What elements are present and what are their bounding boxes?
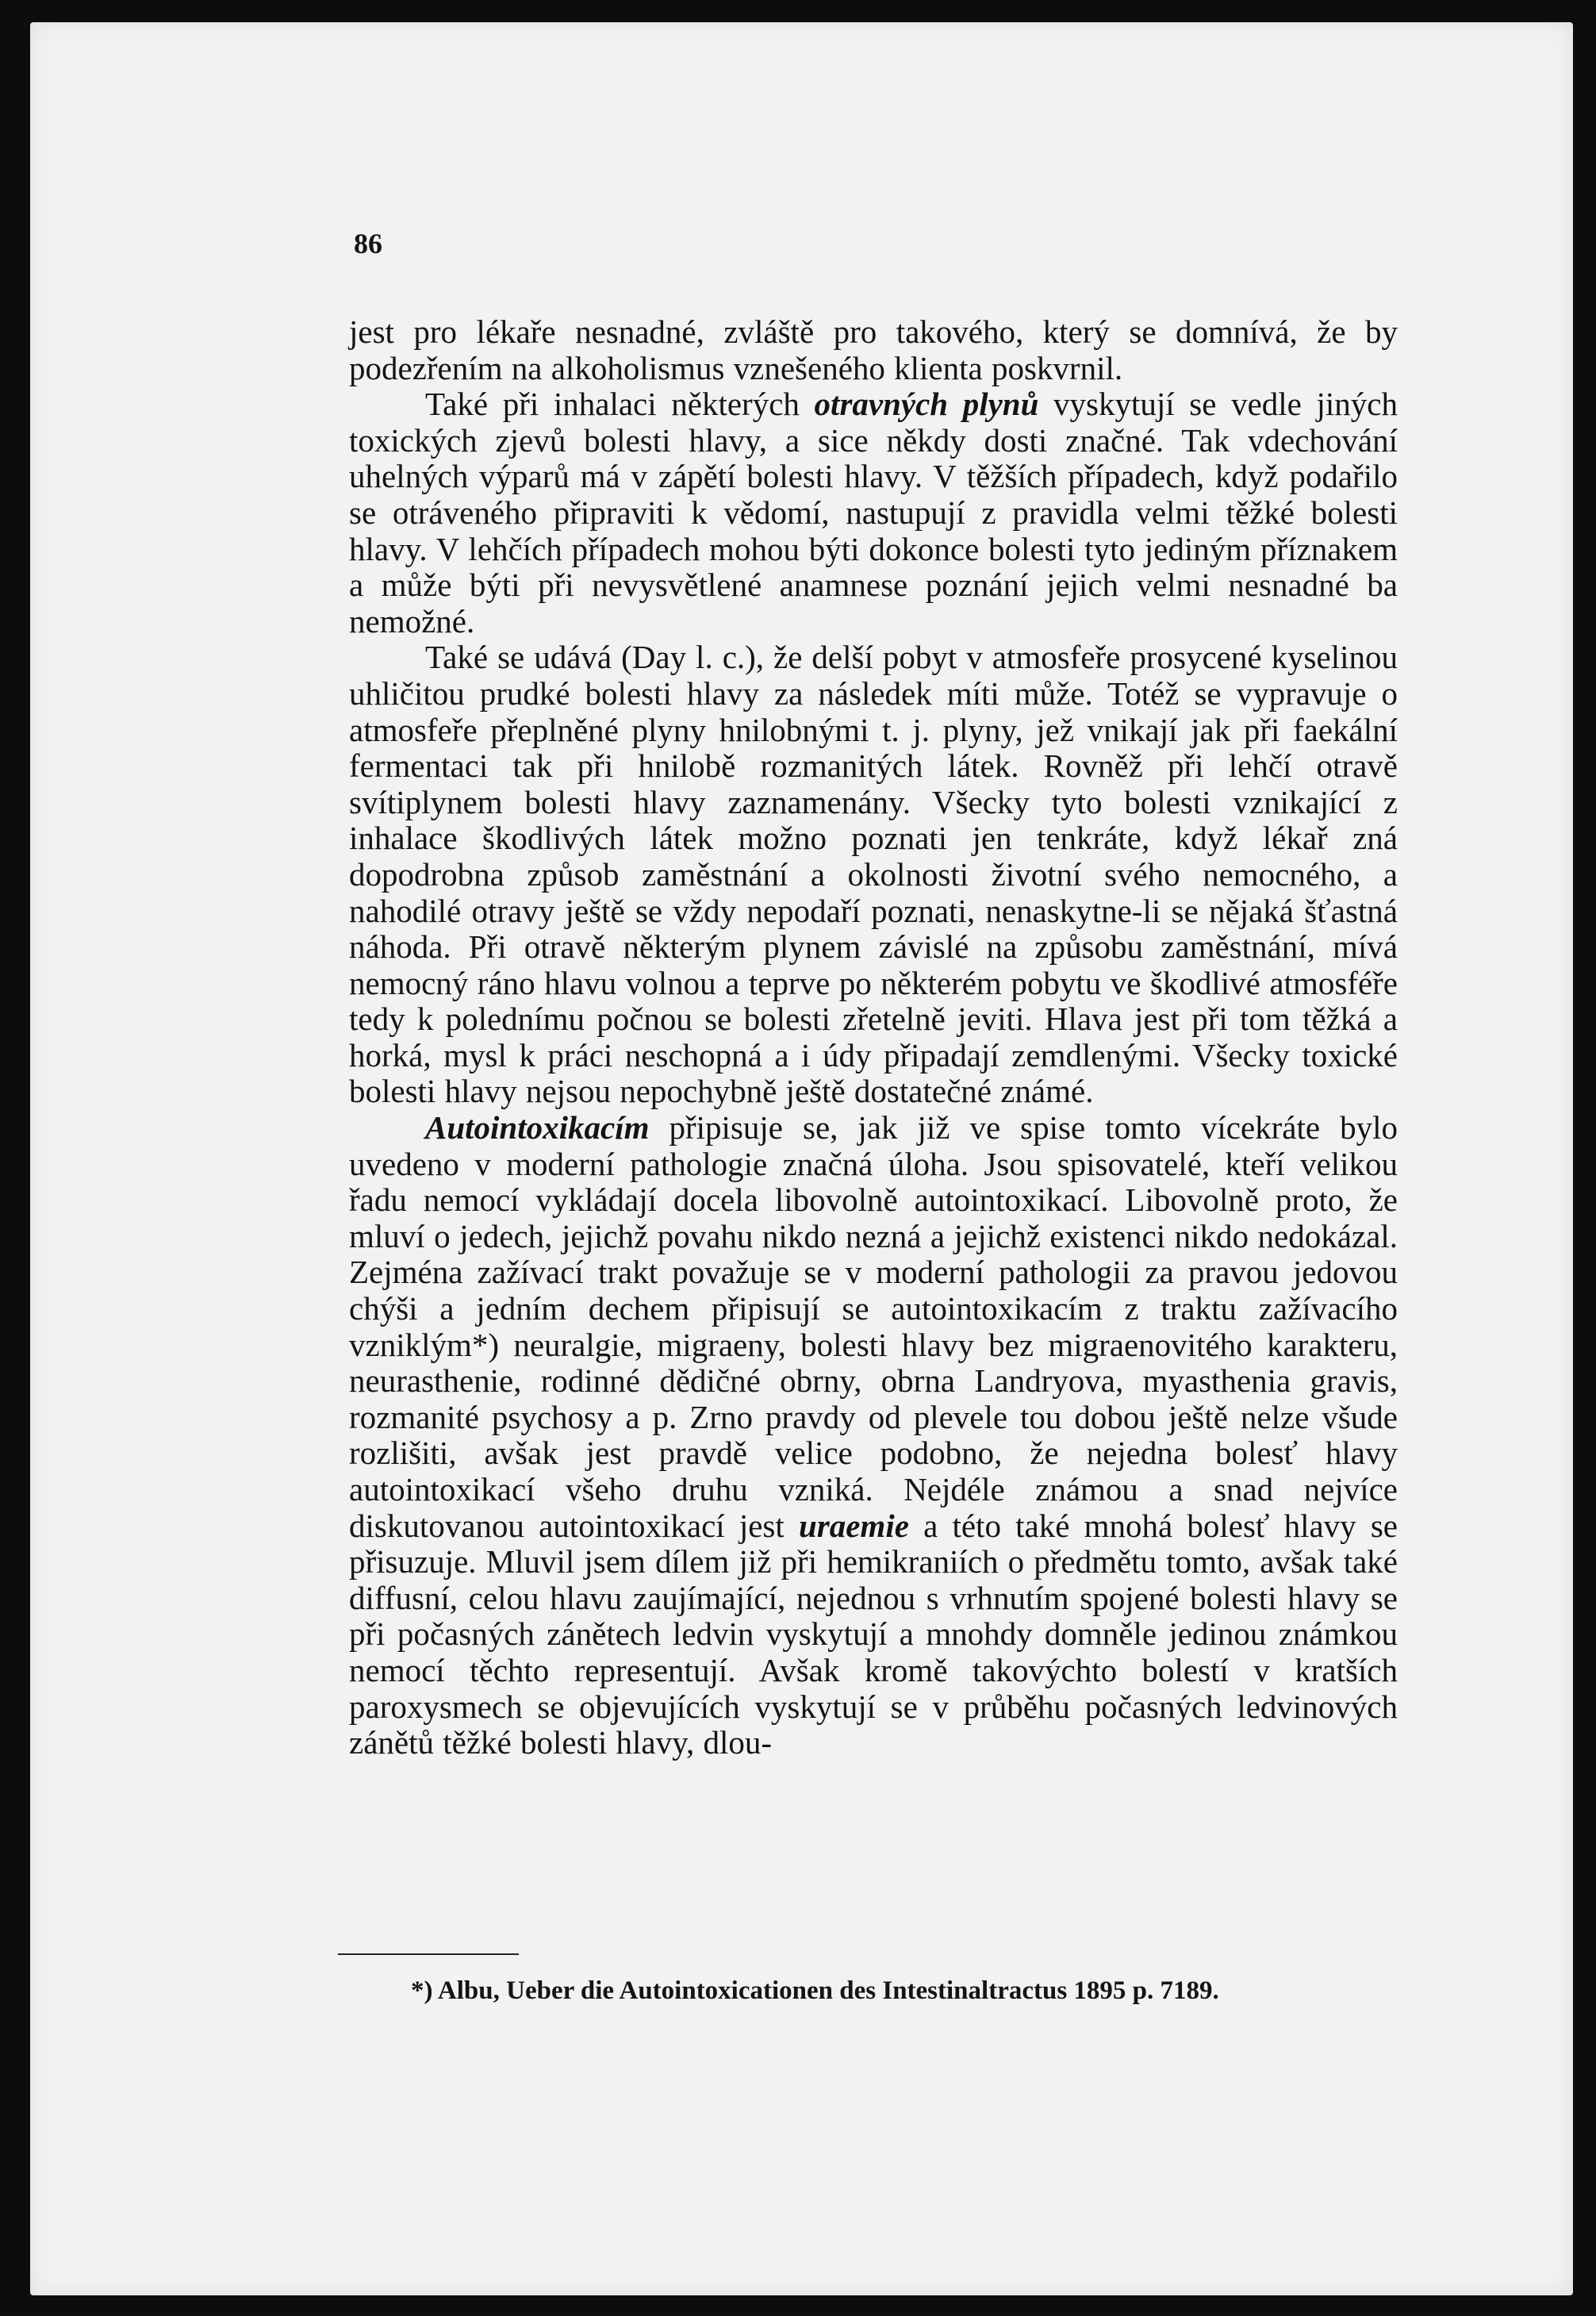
text-run: připisuje se, jak již ve spise tomto vícekráte bylo uvedeno v moderní pathologie značná úloha. Jsou spisovatelé, kteří velikou řadu nemocí vykládají docela libovolně autointoxikací. Libovolně proto, že mluví o jedech, jejichž povahu nikdo nezná a jejichž existenci nikdo nedokázal. Zejména zažívací trakt považuje se v moderní pathologii za pravou jedovou chýši a jedním dechem připisují se autointoxikacím z traktu zažívacího vzniklým*) neuralgie, migraeny, bolesti hlavy bez migraenovitého karakteru, neurasthenie, rodinné dědičné obrny, obrna Landryova, myasthenia gravis, rozmanité psychosy a p. Zrno pravdy od plevele tou dobou ještě nelze všude rozlišiti, avšak jest pravdě velice podobno, že nejedna bolesť hlavy autointoxikací všeho druhu vzniká. Nejdéle známou a snad nejvíce diskutovanou autointoxikací jest: [349, 1109, 1398, 1544]
book-page: [30, 22, 1573, 2295]
text-run: a této také mnohá bolesť hlavy se přisuzuje. Mluvil jsem dílem již při hemikraniích o předmětu tomto, avšak také diffusní, celou hlavu zaujímající, nejednou s vrhnutím spojené bolesti hlavy se při počasných zánětech ledvin vyskytují a mnohdy domněle jedinou známkou nemocí těchto representují. Avšak kromě takovýchto bolestí v kratších paroxysmech se objevujících vyskytují se v průběhu počasných ledvinových zánětů těžké bolesti hlavy, dlou-: [349, 1507, 1398, 1761]
paragraph: [349, 1110, 1398, 1761]
footnote: *) Albu, Ueber die Autointoxicationen des Intestinaltractus 1895 p. 7189.: [411, 1976, 1219, 2005]
emphasized-term: Autointoxikacím: [425, 1109, 650, 1146]
page-number: 86: [354, 228, 382, 259]
text-run: vyskytují se vedle jiných toxických zjevů bolesti hlavy, a sice někdy dosti značné. Tak vdechování uhelných výparů má v zápětí bolesti hlavy. V těžších případech, když podařilo se otráveného připraviti k vědomí, nastupují z pravidla velmi těžké bolesti hlavy. V lehčích případech mohou býti dokonce bolesti tyto jediným příznakem a může býti při nevysvětlené anamnese poznání jejich velmi nesnadné ba nemožné.: [349, 386, 1398, 639]
body-text: [349, 314, 1398, 1761]
paragraph: [349, 386, 1398, 639]
paragraph: [349, 314, 1398, 386]
text-run: Také se udává (Day l. c.), že delší pobyt v atmosfeře prosycené kyselinou uhličitou prudké bolesti hlavy za následek míti může. Totéž se vypravuje o atmosfeře přeplněné plyny hnilobnými t. j. plyny, jež vnikají jak při faekální fermentaci tak při hnilobě rozmanitých látek. Rovněž při lehčí otravě svítiplynem bolesti hlavy zaznamenány. Všecky tyto bolesti vznikající z inhalace škodlivých látek možno poznati jen tenkráte, když lékař zná dopodrobna způsob zaměstnání a okolnosti životní svého nemocného, a nahodilé otravy ještě se vždy nepodaří poznati, nenaskytne-li se nějaká šťastná náhoda. Při otravě některým plynem závislé na způsobu zaměstnání, mívá nemocný ráno hlavu volnou a teprve po některém pobytu ve škodlivé atmosféře tedy k polednímu počnou se bolesti zřetelně jeviti. Hlava jest při tom těžká a horká, mysl k práci neschopná a i údy připadají zemdlenými. Všecky toxické bolesti hlavy nejsou nepochybně ještě dostatečné známé.: [349, 639, 1398, 1110]
paragraph: [349, 639, 1398, 1110]
text-run: Také při inhalaci některých: [425, 386, 815, 423]
emphasized-term: uraemie: [798, 1507, 909, 1544]
text-run: jest pro lékaře nesnadné, zvláště pro takového, který se domnívá, že by podezřením na alkoholismus vznešeného klienta poskvrnil.: [349, 313, 1398, 386]
emphasized-term: otravných plynů: [814, 386, 1039, 423]
footnote-divider: [338, 1953, 519, 1955]
